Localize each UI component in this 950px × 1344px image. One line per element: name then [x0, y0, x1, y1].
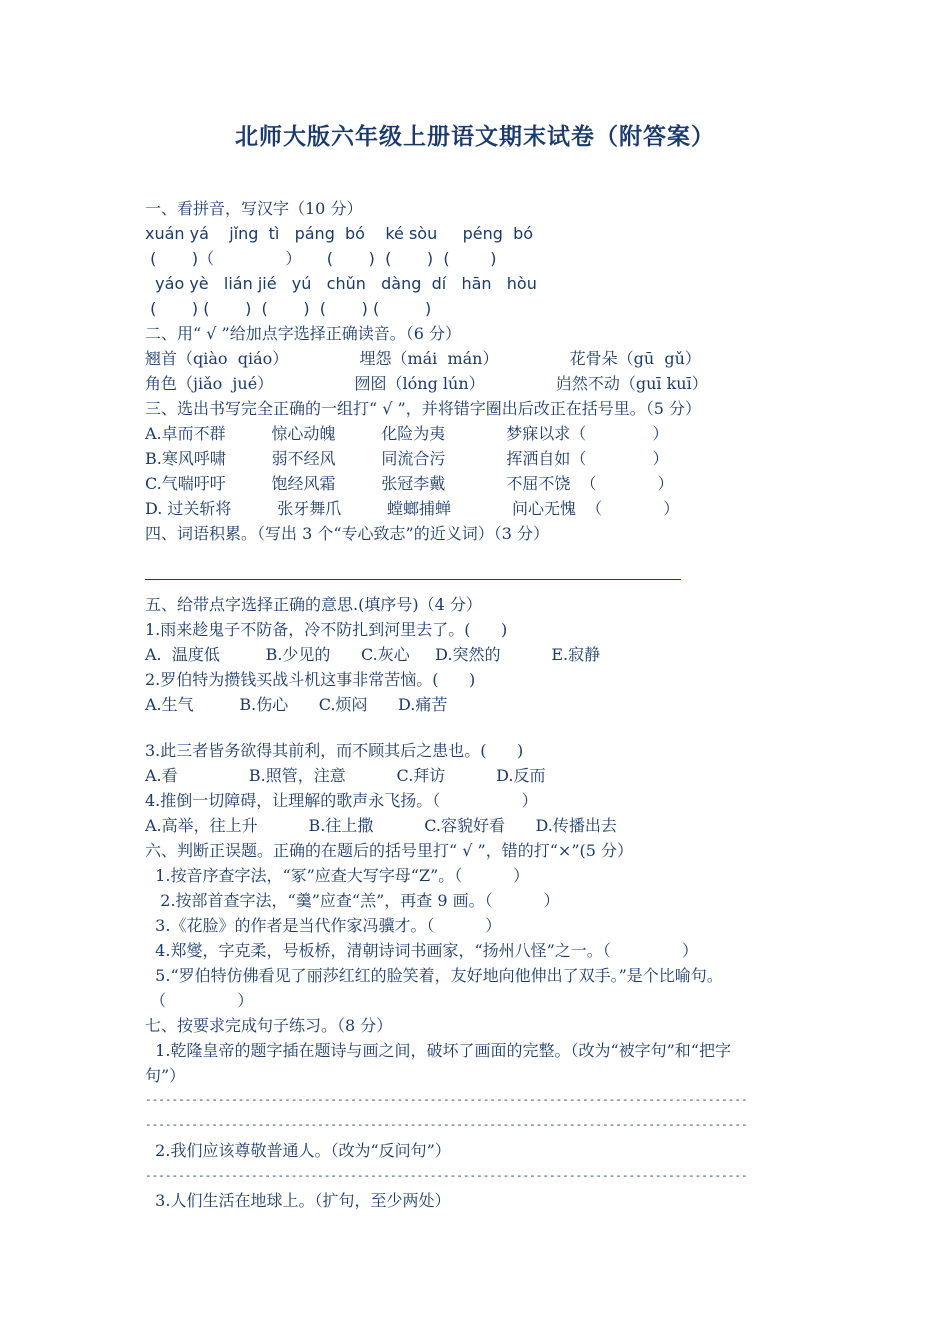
option-c-row: C.气喘吁吁 饱经风霜 张冠李戴 不屈不饶 （ ）	[145, 474, 674, 493]
question-5-4-options: A.高举，往上升 B.往上撒 C.容貌好看 D.传播出去	[145, 816, 617, 835]
section-4-heading: 四、词语积累。（写出 3 个“专心致志”的近义词）（3 分）	[145, 524, 549, 543]
section-1-heading: 一、看拼音，写汉字（10 分）	[145, 199, 363, 218]
answer-dash-line-3[interactable]: -------------------------------------------------------------------------------------------	[145, 1169, 748, 1182]
option-d-row: D. 过关斩将 张牙舞爪 螳螂捕蝉 问心无愧 （ ）	[145, 499, 680, 518]
section-6-heading: 六、判断正误题。正确的在题后的括号里打“ √ ”，错的打“×”(5 分）	[145, 841, 634, 860]
pinyin-row-1: xuán yá jǐng tì páng bó ké sòu péng bó	[145, 224, 534, 243]
option-b-row: B.寒风呼啸 弱不经风 同流合污 挥洒自如（ ）	[145, 449, 669, 468]
judgement-5: 5.“罗伯特仿佛看见了丽莎红红的脸笑着，友好地向他伸出了双手。”是个比喻句。	[145, 966, 723, 985]
question-5-3-options: A.看 B.照管，注意 C.拜访 D.反而	[145, 766, 546, 785]
section-7-heading: 七、按要求完成句子练习。（8 分）	[145, 1016, 393, 1035]
answer-underline[interactable]	[145, 579, 681, 580]
answer-brackets-row-1[interactable]: ( )（ ） ( ) ( ) ( )	[145, 249, 497, 268]
pronunciation-row-1: 翘首（qiào qiáo） 埋怨（mái mán） 花骨朵（gū gǔ）	[145, 349, 701, 368]
answer-dash-line-2[interactable]: -------------------------------------------------------------------------------------------	[145, 1118, 748, 1131]
question-5-2: 2.罗伯特为攒钱买战斗机这事非常苦恼。( )	[145, 670, 476, 689]
section-5-heading: 五、给带点字选择正确的意思.(填序号)（4 分）	[145, 595, 482, 614]
pronunciation-row-2: 角色（jiǎo jué） 囫囵（lóng lún） 岿然不动（guī kuī）	[145, 374, 708, 393]
judgement-3: 3.《花脸》的作者是当代作家冯骥才。（ ）	[145, 916, 502, 935]
pinyin-row-2: yáo yè lián jié yú chǔn dàng dí hān hòu	[145, 274, 537, 293]
judgement-1: 1.按音序查字法，“冢”应查大写字母“Z”。（ ）	[145, 866, 530, 885]
page-title: 北师大版六年级上册语文期末试卷（附答案）	[235, 123, 715, 150]
answer-brackets-row-2[interactable]: ( ) ( ) ( ) ( ) ( )	[145, 299, 432, 318]
question-5-3: 3.此三者皆务欲得其前利，而不顾其后之患也。( )	[145, 741, 524, 760]
option-a-row: A.卓而不群 惊心动魄 化险为夷 梦寐以求（ ）	[145, 424, 669, 443]
judgement-4: 4.郑燮，字克柔，号板桥，清朝诗词书画家，“扬州八怪”之一。（ ）	[145, 941, 699, 960]
sentence-task-1-cont: 句”）	[145, 1066, 186, 1085]
section-3-heading: 三、选出书写完全正确的一组打“ √ ”，并将错字圈出后改正在括号里。（5 分）	[145, 399, 701, 418]
question-5-1: 1.雨来趁鬼子不防备，冷不防扎到河里去了。( )	[145, 620, 508, 639]
sentence-task-2: 2.我们应该尊敬普通人。（改为“反问句”）	[145, 1141, 451, 1160]
answer-dash-line-1[interactable]: -------------------------------------------------------------------------------------------	[145, 1093, 748, 1106]
sentence-task-1: 1.乾隆皇帝的题字插在题诗与画之间，破坏了画面的完整。（改为“被字句”和“把字	[145, 1041, 731, 1060]
judgement-2: 2.按部首查字法，“羹”应查“羔”，再查 9 画。（ ）	[145, 891, 560, 910]
question-5-2-options: A.生气 B.伤心 C.烦闷 D.痛苦	[145, 695, 448, 714]
question-5-1-options: A. 温度低 B.少见的 C.灰心 D.突然的 E.寂静	[145, 645, 601, 664]
question-5-4: 4.推倒一切障碍，让理解的歌声永飞扬。（ ）	[145, 791, 538, 810]
section-2-heading: 二、用“ √ ”给加点字选择正确读音。（6 分）	[145, 324, 461, 343]
sentence-task-3: 3.人们生活在地球上。（扩句，至少两处）	[145, 1191, 451, 1210]
judgement-5-bracket[interactable]: （ ）	[145, 991, 254, 1010]
